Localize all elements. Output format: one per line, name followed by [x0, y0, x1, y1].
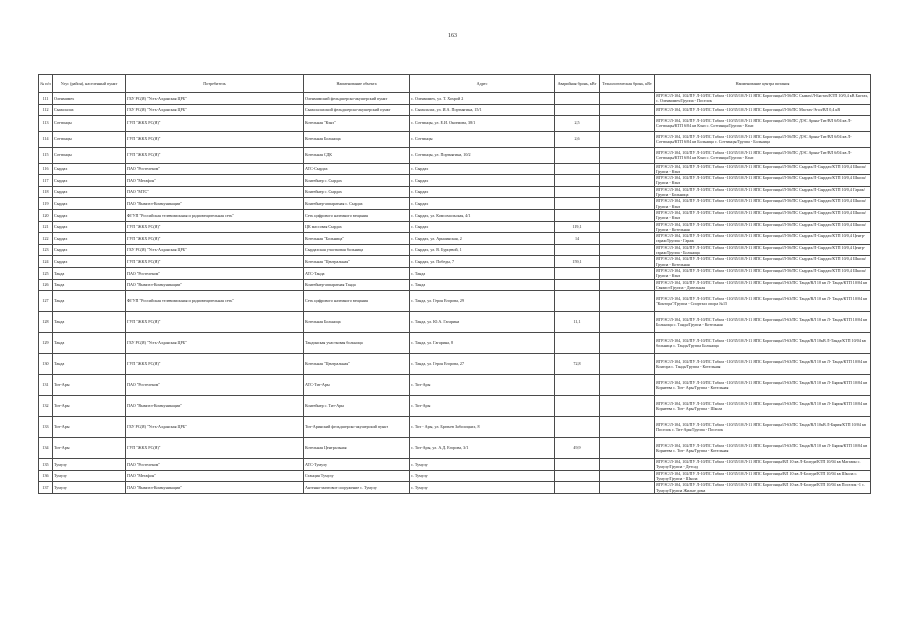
cell-supply-center: ЯГРЭС/Л-104, 102/ПУ Л-10/ПС Табага -110/35/10/Л-11 ЯПС Борогонцы/Л-63/ПС Танда/ВЛ 10кВ Л-Бярия/КТП 10/04 кв Поселок с. Тит-Ары/Группа - Поселок	[655, 417, 871, 438]
cell-num: 135	[39, 459, 53, 471]
cell-supply-center: ЯГРЭС/Л-104, 102/ПУ Л-10/ПС Табага -110/35/10/Л-11 ЯПС Борогонцы/Л-56/ПС Сырдах/Л-Сырдах/КТП 10/0,4 Гараж/Группа - Больница	[655, 186, 871, 198]
cell-supply-center: ЯГРЭС/Л-104, 102/ПУ Л-10/ПС Табага -110/35/10/Л-11 ЯПС Борогонцы/Л-56/ПС Сымах/Л-Бястах/КТП 10/0,4 кВ Бястах, с. Оленмимех/Группа - Поселок	[655, 93, 871, 105]
cell-object: Котельная "Центральная"	[304, 256, 410, 268]
cell-supply-center: ЯГРЭС/Л-104, 102/ПУ Л-10/ПС Табага -110/35/10/Л-11 ЯПС Борогонцы/Л-63/ПС Танда/ВЛ 10 кв Л- Бярия/КТП 10/04 кв Корнеева с. Тит- Ары/Группа - Котельная	[655, 375, 871, 396]
cell-num: 112	[39, 104, 53, 115]
cell-consumer: ГУП "ЖКХ РС(Я)"	[126, 233, 304, 245]
cell-address: с. Танда, ул. Героя Егорова, 29	[410, 291, 555, 312]
cell-emergency-reserve	[555, 459, 600, 471]
cell-num: 121	[39, 221, 53, 233]
cell-address: с. Соттинцы, ул. Е.И. Окоемова, 38/1	[410, 115, 555, 131]
cell-supply-center: ЯГРЭС/Л-104, 102/ПУ Л-10/ПС Табага -110/35/10/Л-11 ЯПС Борогонцы/Л-63/ПС Танда/ВЛ 10 кв Л- Танда/КТП 10/04 кв Больница с. Танда/Группа - Котельная	[655, 312, 871, 333]
cell-supply-center: ЯГРЭС/Л-104, 102/ПУ Л-10/ПС Табага -110/35/10/Л-11 ЯПС Борогонцы/Л-56/ПС Сырдах/Л-Сырдах/КТП 10/0,4 Школа/Группа - Кэнэ	[655, 267, 871, 279]
cell-object: Котельная Центральная	[304, 438, 410, 459]
cell-address: с. Сырдах, ул. Арыаинская, 2	[410, 233, 555, 245]
cell-locality: Танда	[53, 354, 126, 375]
cell-locality: Тумулу	[53, 459, 126, 471]
cell-emergency-reserve	[555, 417, 600, 438]
cell-tech-reserve	[600, 333, 655, 354]
cell-object: АТС-Тит-Ары	[304, 375, 410, 396]
cell-emergency-reserve: 159,1	[555, 256, 600, 268]
cell-supply-center: ЯГРЭС/Л-104, 102/ПУ Л-10/ПС Табага -110/35/10/Л-11 ЯПС Борогонцы/Л-56/ПС Сырдах/Л-Сырдах/КТП 10/0,4 Школа/Группа - Кэнэ	[655, 163, 871, 175]
cell-supply-center: ЯГРЭС/Л-104, 102/ПУ Л-10/ПС Табага -110/35/10/Л-11 ЯПС Борогонцы/Л-63/ПС Танда/ВЛ 10 кв Л- Танда/КТП 10/04 кв Контора с. Танда/Группа - Котельная	[655, 354, 871, 375]
cell-object: Тандинская участковая больница	[304, 333, 410, 354]
cell-address: с. Тит-Ары	[410, 396, 555, 417]
cell-num: 136	[39, 470, 53, 482]
cell-address: с. Сырдах	[410, 175, 555, 187]
cell-tech-reserve	[600, 147, 655, 163]
cell-consumer: ПАО "МТС"	[126, 186, 304, 198]
cell-consumer: ГБУ РС(Я) "Усть-Алданская ЦРБ"	[126, 417, 304, 438]
cell-object: Котельная Больница	[304, 312, 410, 333]
cell-tech-reserve	[600, 244, 655, 256]
table-row	[39, 291, 871, 312]
cell-object: Станция Тумулу	[304, 470, 410, 482]
cell-address: с. Сырдах	[410, 163, 555, 175]
cell-address: с. Сымалалах, ул. И.А. Портнягина, 15/1	[410, 104, 555, 115]
cell-tech-reserve	[600, 470, 655, 482]
cell-emergency-reserve: 2,6	[555, 131, 600, 147]
cell-tech-reserve	[600, 396, 655, 417]
cell-supply-center: ЯГРЭС/Л-104, 102/ПУ Л-10/ПС Табага -110/35/10/Л-11 ЯПС Борогонцы/Л-56/ПС Сырдах/Л-Сырдах/КТП 10/0,4 Центр- гараж/Группа - Больница	[655, 244, 871, 256]
cell-locality: Сырдах	[53, 163, 126, 175]
cell-consumer: ГУП "ЖКХ РС(Я)"	[126, 354, 304, 375]
cell-num: 120	[39, 209, 53, 221]
cell-address: с. Сырдах, ул. В. Бурцевой, 1	[410, 244, 555, 256]
header-tech: Технологическая бронь, кВт	[600, 75, 655, 93]
table-row	[39, 115, 871, 131]
table-row	[39, 417, 871, 438]
cell-emergency-reserve: 14	[555, 233, 600, 245]
cell-object: АТС-Сырдах	[304, 163, 410, 175]
cell-emergency-reserve	[555, 104, 600, 115]
table-row	[39, 209, 871, 221]
cell-address: с. Сырдах	[410, 186, 555, 198]
cell-locality: Оленмимех	[53, 93, 126, 105]
cell-consumer: ПАО "Вымпел-Коммуникации"	[126, 198, 304, 210]
table-row	[39, 438, 871, 459]
cell-consumer: ФГУП "Российская телевизионная и радиовещательная сеть"	[126, 209, 304, 221]
cell-locality: Сырдах	[53, 233, 126, 245]
cell-locality: Танда	[53, 267, 126, 279]
cell-emergency-reserve	[555, 291, 600, 312]
cell-supply-center: ЯГРЭС/Л-104, 102/ПУ Л-10/ПС Табага -110/35/10/Л-11 ЯПС Борогонцы/Л-56/ПС ДЭС Арыы-Тит/ВЛ 6/04 кв Л-Соттинцы/КТП 6/04 кв Больница с. Соттинцы/Группа - Больница	[655, 131, 871, 147]
cell-object: Контейнер-аппаратная Танда	[304, 279, 410, 291]
table-row	[39, 147, 871, 163]
header-supply: Наименование центра питания	[655, 75, 871, 93]
header-object: Наименование объекта	[304, 75, 410, 93]
cell-tech-reserve	[600, 115, 655, 131]
cell-tech-reserve	[600, 104, 655, 115]
header-address: Адрес	[410, 75, 555, 93]
table-row	[39, 186, 871, 198]
cell-locality: Танда	[53, 312, 126, 333]
cell-address: с. Соттинцы, ул. Портнягина, 10/2	[410, 147, 555, 163]
cell-consumer: ГБУ РС(Я) "Усть-Алданская ЦРБ"	[126, 104, 304, 115]
cell-num: 117	[39, 175, 53, 187]
cell-emergency-reserve: 11,1	[555, 312, 600, 333]
cell-object: ЦК массовая Сырдах	[304, 221, 410, 233]
cell-address: с. Танда, ул. Ю.А. Гагарина	[410, 312, 555, 333]
cell-emergency-reserve: 2,5	[555, 115, 600, 131]
cell-locality: Тит-Ары	[53, 438, 126, 459]
cell-object: АТС-Тумулу	[304, 459, 410, 471]
cell-supply-center: ЯГРЭС/Л-104, 102/ПУ Л-10/ПС Табага -110/35/10/Л-11 ЯПС Борогонцы/Л-56/ПС Сырдах/Л-Сырдах/КТП 10/0,4 Школа/Группа - Котельная	[655, 221, 871, 233]
table-row	[39, 470, 871, 482]
cell-supply-center: ЯГРЭС/Л-104, 102/ПУ Л-10/ПС Табага -110/35/10/Л-11 ЯПС Борогонцы/Л-56/ПС Мастах-Эгол/ВЛ 0,4 кВ	[655, 104, 871, 115]
cell-locality: Танда	[53, 279, 126, 291]
cell-address: с. Тумулу	[410, 470, 555, 482]
cell-tech-reserve	[600, 175, 655, 187]
cell-tech-reserve	[600, 163, 655, 175]
cell-locality: Тит-Ары	[53, 375, 126, 396]
cell-supply-center: ЯГРЭС/Л-104, 102/ПУ Л-10/ПС Табага -110/35/10/Л-11 ЯПС Борогонцы/Л-56/ПС Сырдах/Л-Сырдах/КТП 10/0,4 Школа/Группа - Кэнэ	[655, 209, 871, 221]
cell-object: Котельная Больница	[304, 131, 410, 147]
cell-object: Котельная "Кэнэ"	[304, 115, 410, 131]
cell-num: 132	[39, 396, 53, 417]
cell-emergency-reserve	[555, 482, 600, 494]
table-row	[39, 175, 871, 187]
cell-locality: Соттинцы	[53, 115, 126, 131]
cell-consumer: ГУП "ЖКХ РС(Я)"	[126, 115, 304, 131]
table-row	[39, 312, 871, 333]
table-row	[39, 279, 871, 291]
cell-num: 133	[39, 417, 53, 438]
cell-supply-center: ЯГРЭС/Л-104, 102/ПУ Л-10/ПС Табага -110/35/10/Л-11 ЯПС Борогонцы/Л-63/ПС Танда/ВЛ 10кВ Л-Танда/КТП 10/04 кв больница с. Танда/Группа Больница	[655, 333, 871, 354]
cell-consumer: ГУП "ЖКХ РС(Я)"	[126, 131, 304, 147]
cell-num: 125	[39, 267, 53, 279]
cell-tech-reserve	[600, 459, 655, 471]
cell-consumer: ГУП "ЖКХ РС(Я)"	[126, 147, 304, 163]
table-row	[39, 459, 871, 471]
cell-tech-reserve	[600, 233, 655, 245]
cell-tech-reserve	[600, 354, 655, 375]
table-row	[39, 256, 871, 268]
cell-num: 122	[39, 233, 53, 245]
cell-locality: Танда	[53, 333, 126, 354]
cell-consumer: ПАО "Ростелеком"	[126, 375, 304, 396]
cell-address: с. Танда	[410, 279, 555, 291]
cell-object: Контейнер с. Тит-Ары	[304, 396, 410, 417]
table-row	[39, 198, 871, 210]
cell-tech-reserve	[600, 417, 655, 438]
cell-address: с. Сырдах, ул. Победы, 7	[410, 256, 555, 268]
table-row	[39, 163, 871, 175]
cell-supply-center: ЯГРЭС/Л-104, 102/ПУ Л-10/ПС Табага -110/35/10/Л-11 ЯПС Борогонцы/Л-56/ПС ДЭС Арыы-Тит/ВЛ 6/04 кв Л-Соттинцы/КТП 6/04 кв Кэнэ с. Соттинцы/Группа - Кэнэ	[655, 115, 871, 131]
cell-address: с. Тумулу	[410, 482, 555, 494]
cell-consumer: ГУП "ЖКХ РС(Я)"	[126, 256, 304, 268]
cell-supply-center: ЯГРЭС/Л-104, 102/ПУ Л-10/ПС Табага -110/35/10/Л-11 ЯПС Борогонцы/ВЛ 10 кв Л-Боледи/КТП 10/04 кв Школа с. Тумулу/Группа - Школа	[655, 470, 871, 482]
cell-emergency-reserve	[555, 163, 600, 175]
cell-emergency-reserve	[555, 396, 600, 417]
table-row	[39, 233, 871, 245]
cell-tech-reserve	[600, 438, 655, 459]
cell-locality: Сырдах	[53, 221, 126, 233]
cell-tech-reserve	[600, 131, 655, 147]
cell-supply-center: ЯГРЭС/Л-104, 102/ПУ Л-10/ПС Табага -110/35/10/Л-11 ЯПС Борогонцы/Л-56/ПС Сырдах/Л-Сырдах/КТП 10/0,4 Школа/Группа - Кэнэ	[655, 198, 871, 210]
cell-emergency-reserve	[555, 93, 600, 105]
cell-locality: Тит-Ары	[53, 417, 126, 438]
cell-locality: Соттинцы	[53, 147, 126, 163]
cell-consumer: ПАО "Ростелеком"	[126, 459, 304, 471]
cell-consumer: ГУП "ЖКХ РС(Я)"	[126, 312, 304, 333]
table-row	[39, 396, 871, 417]
cell-tech-reserve	[600, 256, 655, 268]
cell-address: с. Сырдах	[410, 198, 555, 210]
cell-tech-reserve	[600, 93, 655, 105]
cell-locality: Танда	[53, 291, 126, 312]
cell-tech-reserve	[600, 267, 655, 279]
table-body	[39, 93, 871, 494]
cell-num: 118	[39, 186, 53, 198]
cell-consumer: ГБУ РС(Я) "Усть-Алданская ЦРБ"	[126, 244, 304, 256]
cell-object: Котельная "Больница"	[304, 233, 410, 245]
cell-num: 123	[39, 244, 53, 256]
cell-object: Сеть цифрового наземного вещания	[304, 291, 410, 312]
cell-consumer: ГБУ РС(Я) "Усть-Алданская ЦРБ"	[126, 333, 304, 354]
cell-emergency-reserve	[555, 198, 600, 210]
cell-address: с. Тумулу	[410, 459, 555, 471]
cell-object: Оленмимский фельдшерско-акушерский пункт	[304, 93, 410, 105]
cell-num: 130	[39, 354, 53, 375]
cell-consumer: ПАО "Вымпел-Коммуникации"	[126, 482, 304, 494]
cell-num: 113	[39, 115, 53, 131]
cell-num: 134	[39, 438, 53, 459]
cell-supply-center: ЯГРЭС/Л-104, 102/ПУ Л-10/ПС Табага -110/35/10/Л-11 ЯПС Борогонцы/Л-63/ПС Танда/ВЛ 10 кв Л- Бярия/КТП 10/04 кв Корнеева с. Тит- Ары/Группа - Котельная	[655, 438, 871, 459]
cell-supply-center: ЯГРЭС/Л-104, 102/ПУ Л-10/ПС Табага -110/35/10/Л-11 ЯПС Борогонцы/Л-56/ПС Сырдах/Л-Сырдах/КТП 10/0,4 Центр-гараж/Группа - Гараж	[655, 233, 871, 245]
cell-num: 114	[39, 131, 53, 147]
cell-tech-reserve	[600, 221, 655, 233]
cell-emergency-reserve	[555, 267, 600, 279]
cell-emergency-reserve	[555, 333, 600, 354]
page-number: 163	[448, 33, 457, 39]
cell-emergency-reserve: 119,1	[555, 221, 600, 233]
cell-num: 116	[39, 163, 53, 175]
cell-object: Контейнер с. Сырдах	[304, 175, 410, 187]
cell-locality: Тумулу	[53, 482, 126, 494]
cell-emergency-reserve: 49,9	[555, 438, 600, 459]
cell-emergency-reserve	[555, 186, 600, 198]
cell-supply-center: ЯГРЭС/Л-104, 102/ПУ Л-10/ПС Табага -110/35/10/Л-11 ЯПС Борогонцы/Л-63/ПС Танда/ВЛ 10 кв Л- Танда/КТП 10/04 кв Связист/Группа - Дизельная	[655, 279, 871, 291]
cell-locality: Сырдах	[53, 175, 126, 187]
cell-supply-center: ЯГРЭС/Л-104, 102/ПУ Л-10/ПС Табага -110/35/10/Л-11 ЯПС Борогонцы/Л-63/ПС Танда/ВЛ 10 кв Л- Танда/КТП 10/04 кв "Контора"/Группа - Спортзал опора №15	[655, 291, 871, 312]
header-consumer: Потребитель	[126, 75, 304, 93]
cell-consumer: ГБУ РС(Я) "Усть-Алданская ЦРБ"	[126, 93, 304, 105]
cell-tech-reserve	[600, 482, 655, 494]
table-row	[39, 375, 871, 396]
cell-object: Сымалалахский фельдшерско-акушерский пункт	[304, 104, 410, 115]
cell-consumer: ПАО "Ростелеком"	[126, 163, 304, 175]
cell-address: с. Тит-Ары	[410, 375, 555, 396]
cell-object: Сеть цифрового наземного вещания	[304, 209, 410, 221]
cell-locality: Тумулу	[53, 470, 126, 482]
cell-tech-reserve	[600, 186, 655, 198]
reserve-table	[38, 74, 871, 494]
table-row	[39, 104, 871, 115]
cell-address: с. Танда, ул. Гагарина, 8	[410, 333, 555, 354]
cell-tech-reserve	[600, 279, 655, 291]
cell-address: с. Соттинцы	[410, 131, 555, 147]
cell-supply-center: ЯГРЭС/Л-104, 102/ПУ Л-10/ПС Табага -110/35/10/Л-11 ЯПС Борогонцы/Л-56/ПС Сырдах/Л-Сырдах/КТП 10/0,4 Школа/Группа - Кэнэ	[655, 175, 871, 187]
cell-address: с. Танда	[410, 267, 555, 279]
cell-consumer: ПАО "Вымпел-Коммуникации"	[126, 279, 304, 291]
cell-tech-reserve	[600, 209, 655, 221]
cell-object: АТС-Танда	[304, 267, 410, 279]
cell-consumer: ГУП "ЖКХ РС(Я)"	[126, 438, 304, 459]
header-emergency: Аварийная бронь, кВт	[555, 75, 600, 93]
cell-tech-reserve	[600, 198, 655, 210]
cell-object: Сырдахская участковая больница	[304, 244, 410, 256]
cell-emergency-reserve: 72,8	[555, 354, 600, 375]
table-row	[39, 244, 871, 256]
cell-locality: Сырдах	[53, 244, 126, 256]
cell-num: 111	[39, 93, 53, 105]
cell-address: с. Тит-Ары, ул. А.Д. Егорова, 3/1	[410, 438, 555, 459]
cell-num: 127	[39, 291, 53, 312]
cell-locality: Тит-Ары	[53, 396, 126, 417]
cell-tech-reserve	[600, 291, 655, 312]
cell-emergency-reserve	[555, 209, 600, 221]
cell-num: 137	[39, 482, 53, 494]
cell-supply-center: ЯГРЭС/Л-104, 102/ПУ Л-10/ПС Табага -110/35/10/Л-11 ЯПС Борогонцы/Л-63/ПС Танда/ВЛ 10 кв Л- Бярия/КТП 10/04 кв Корнеева с. Тит- Ары/Группа - Школа	[655, 396, 871, 417]
cell-emergency-reserve	[555, 147, 600, 163]
cell-consumer: ФГУП "Российская телевизионная и радиовещательная сеть"	[126, 291, 304, 312]
cell-consumer: ПАО "Ростелеком"	[126, 267, 304, 279]
table-row	[39, 333, 871, 354]
cell-num: 119	[39, 198, 53, 210]
cell-num: 129	[39, 333, 53, 354]
table-row	[39, 93, 871, 105]
cell-emergency-reserve	[555, 244, 600, 256]
cell-supply-center: ЯГРЭС/Л-104, 102/ПУ Л-10/ПС Табага -110/35/10/Л-11 ЯПС Борогонцы/Л-56/ПС Сырдах/Л-Сырдах/КТП 10/0,4 Школа/Группа - Котельная	[655, 256, 871, 268]
cell-num: 131	[39, 375, 53, 396]
cell-emergency-reserve	[555, 175, 600, 187]
cell-emergency-reserve	[555, 375, 600, 396]
table-row	[39, 131, 871, 147]
cell-consumer: ПАО "Вымпел-Коммуникации"	[126, 396, 304, 417]
cell-consumer: ПАО "Мегафон"	[126, 470, 304, 482]
table-row	[39, 221, 871, 233]
cell-object: Антенно-мачтовое сооружение с. Тумулу	[304, 482, 410, 494]
cell-locality: Сырдах	[53, 186, 126, 198]
cell-object: Котельная СДК	[304, 147, 410, 163]
cell-locality: Соттинцы	[53, 131, 126, 147]
cell-supply-center: ЯГРЭС/Л-104, 102/ПУ Л-10/ПС Табага -110/35/10/Л-11 ЯПС Борогонцы/ВЛ 10 кв Л-Боледи/КТП 10/04 кв Поселок -1 с. Тумулу/Группа Жилые дома	[655, 482, 871, 494]
cell-locality: Сырдах	[53, 209, 126, 221]
cell-consumer: ПАО "Мегафон"	[126, 175, 304, 187]
table-row	[39, 354, 871, 375]
cell-num: 126	[39, 279, 53, 291]
table-row	[39, 267, 871, 279]
cell-address: с. Танда, ул. Героя Егорова, 27	[410, 354, 555, 375]
cell-locality: Сырдах	[53, 198, 126, 210]
cell-address: с. Оленмимех, ул. Т. Хохрой 2	[410, 93, 555, 105]
table-header-row	[39, 75, 871, 93]
header-num: № п/п	[39, 75, 53, 93]
cell-num: 128	[39, 312, 53, 333]
cell-locality: Сырдах	[53, 256, 126, 268]
table-row	[39, 482, 871, 494]
cell-object: Контейнер с. Сырдах	[304, 186, 410, 198]
cell-emergency-reserve	[555, 279, 600, 291]
cell-object: Контейнер-аппаратная с. Сырдах	[304, 198, 410, 210]
cell-locality: Сымалалах	[53, 104, 126, 115]
cell-object: Тит-Аринский фельдшерско-акушерский пункт	[304, 417, 410, 438]
cell-num: 115	[39, 147, 53, 163]
cell-address: с. Сырдах	[410, 221, 555, 233]
cell-supply-center: ЯГРЭС/Л-104, 102/ПУ Л-10/ПС Табага -110/35/10/Л-11 ЯПС Борогонцы/ВЛ 10 кв Л-Боледи/КТП 10/04 кв Магазин с. Тумулу/Группа - Детсад	[655, 459, 871, 471]
cell-emergency-reserve	[555, 470, 600, 482]
cell-object: Котельная "Центральная"	[304, 354, 410, 375]
cell-consumer: ГУП "ЖКХ РС(Я)"	[126, 221, 304, 233]
cell-tech-reserve	[600, 312, 655, 333]
cell-address: с. Тит - Ары, ул. Братьев Заболоцких, 8	[410, 417, 555, 438]
cell-supply-center: ЯГРЭС/Л-104, 102/ПУ Л-10/ПС Табага -110/35/10/Л-11 ЯПС Борогонцы/Л-56/ПС ДЭС Арыы-Тит/ВЛ 6/04 кв Л-Соттинцы/КТП 6/04 кв Кэнэ с. Соттинцы/Группа - Кэнэ	[655, 147, 871, 163]
header-locality: Улус (район), населенный пункт	[53, 75, 126, 93]
cell-num: 124	[39, 256, 53, 268]
cell-tech-reserve	[600, 375, 655, 396]
cell-address: с. Сырдах, ул. Комсомольская, 4/1	[410, 209, 555, 221]
